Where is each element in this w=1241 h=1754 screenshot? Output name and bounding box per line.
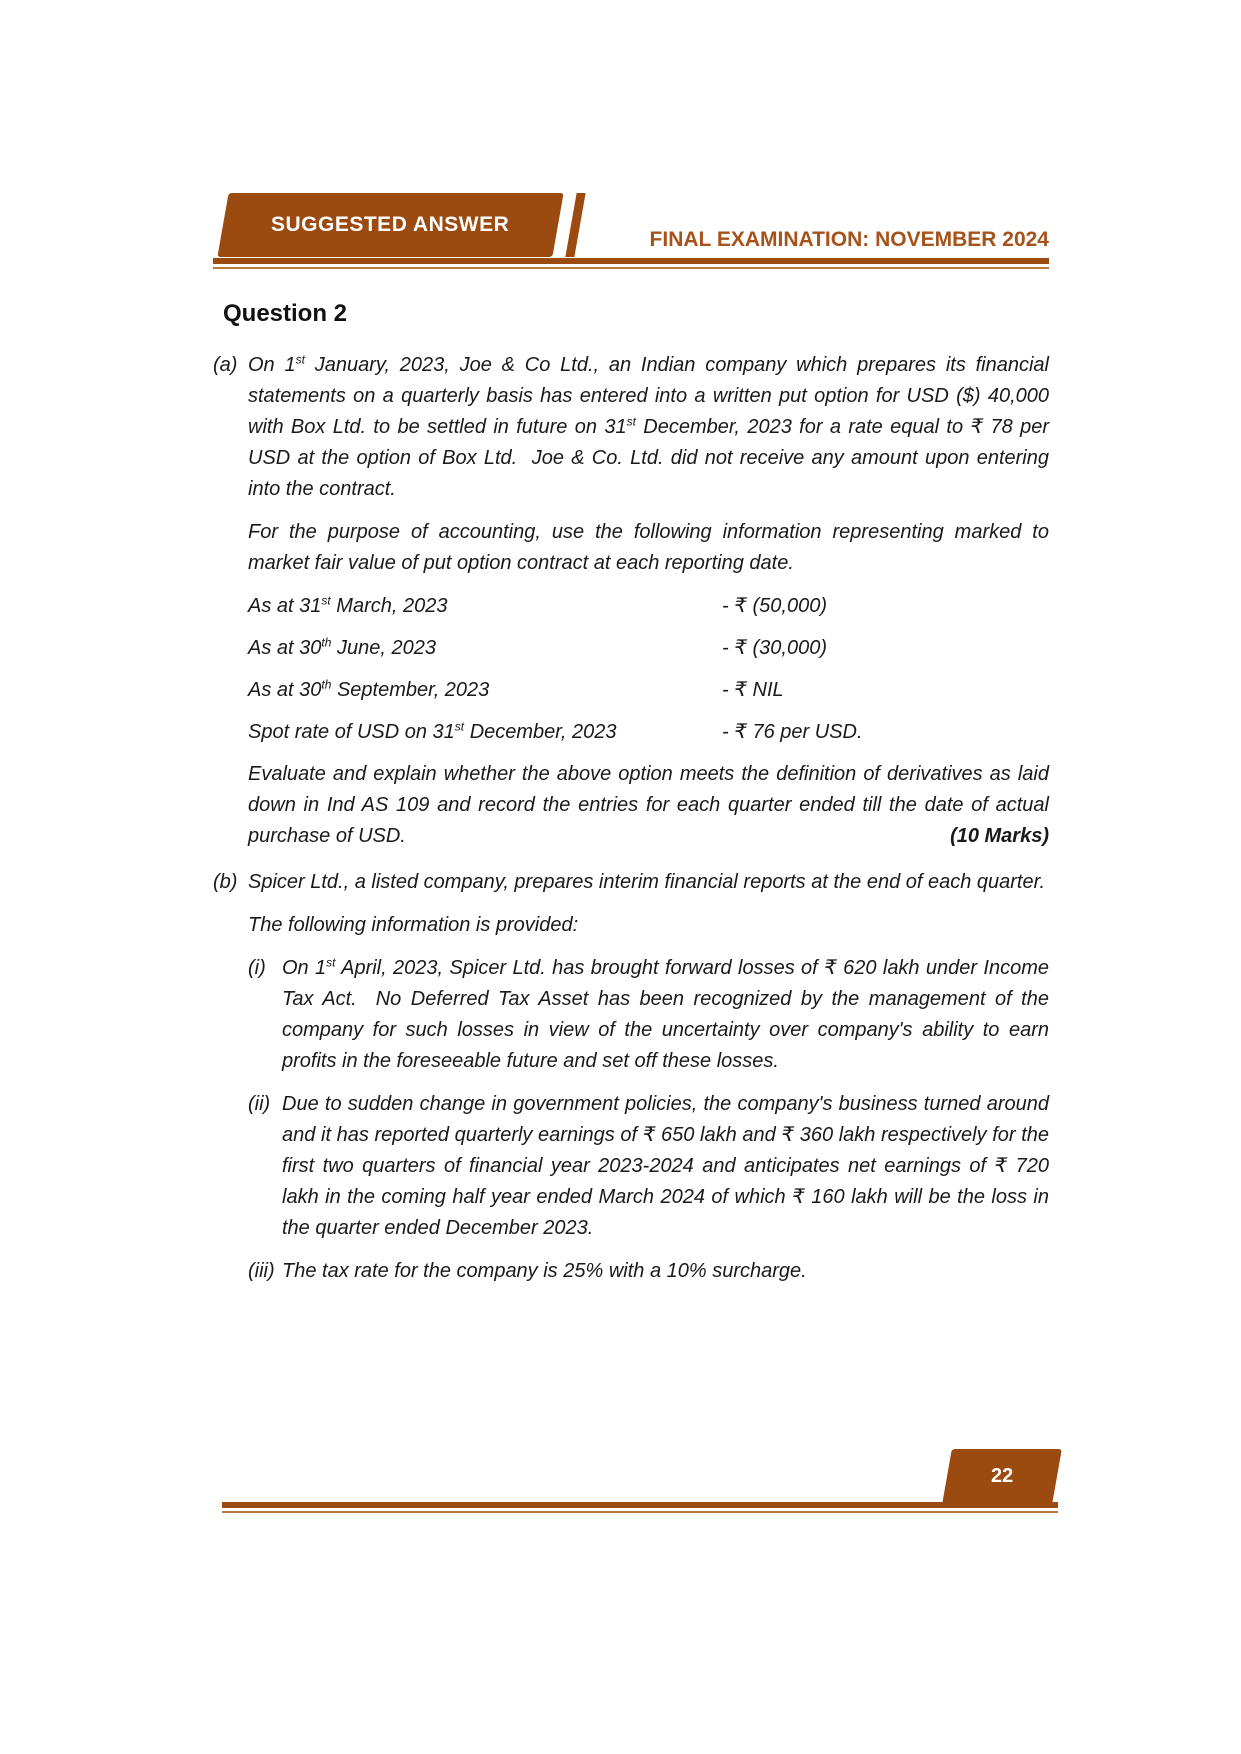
part-a-body (248, 350, 1049, 864)
fair-value-row (248, 633, 1049, 664)
part-a-requirement-text: Evaluate and explain whether the above option meets the definition of derivatives as laid down in Ind AS 109 and record the entries for each quarter ended till the date of actual purchase of USD. (248, 763, 1049, 847)
question-title: Question 2 (223, 300, 348, 327)
part-a-accounting-note: For the purpose of accounting, use the following information representing marked to market fair value of put option contract at each reporting date. (248, 521, 1049, 574)
fair-value-amount: - ₹ (50,000) (722, 595, 827, 617)
fair-value-list (248, 591, 1049, 748)
item-i-paragraph: On 1st April, 2023, Spicer Ltd. has brought forward losses of ₹ 620 lakh under Income Tax Act. No Deferred Tax Asset has been recognized by the management of the company for such losses in view of the uncertainty over company's ability to earn profits in the foreseeable future and set off these losses. (282, 955, 1050, 1072)
item-ii-paragraph: Due to sudden change in government policies, the company's business turned around and it has reported quarterly earnings of ₹ 650 lakh and ₹ 360 lakh respectively for the first two quarters of financial year 2023-2024 and anticipates net earnings of ₹ 720 lakh in the coming half year ended March 2024 of which ₹ 160 lakh will be the loss in the quarter ended December 2023. (282, 1093, 1049, 1239)
part-b-item-iii (248, 1256, 1049, 1287)
fair-value-date: As at 30th September, 2023 (248, 677, 490, 701)
exam-title: FINAL EXAMINATION: NOVEMBER 2024 (649, 228, 1049, 251)
item-ii-body (282, 1089, 1049, 1244)
footer-rule-thin (222, 1511, 1058, 1513)
fair-value-amount: - ₹ (30,000) (722, 637, 827, 659)
fair-value-row (248, 675, 1049, 706)
part-b-item-ii (248, 1089, 1049, 1244)
header-rule-thick (213, 258, 1049, 264)
fair-value-date: Spot rate of USD on 31st December, 2023 (248, 719, 617, 743)
part-a-label: (a) (213, 354, 238, 376)
part-a-requirement (248, 759, 1049, 852)
question-content (213, 300, 1049, 1299)
banner-accent-stripe (565, 193, 585, 257)
item-iii-label: (iii) (248, 1260, 275, 1282)
footer-rule-thick (222, 1502, 1058, 1508)
part-a-intro-paragraph: On 1st January, 2023, Joe & Co Ltd., an Indian company which prepares its financial statements on a quarterly basis has entered into a written put option for USD ($) 40,000 with Box Ltd. to be settled in future on 31st December, 2023 for a rate equal to ₹ 78 per USD at the option of Box Ltd. Joe & Co. Ltd. did not receive any amount upon entering into the contract. (248, 352, 1050, 500)
fair-value-amount: - ₹ NIL (722, 679, 784, 701)
suggested-answer-banner (217, 193, 563, 257)
marks-label: (10 Marks) (950, 825, 1049, 847)
part-b-label: (b) (213, 871, 238, 893)
question-part-a (213, 350, 1049, 864)
page-number: 22 (990, 1465, 1014, 1487)
item-iii-paragraph: The tax rate for the company is 25% with a 10% surcharge. (282, 1260, 807, 1282)
banner-label: SUGGESTED ANSWER (271, 213, 510, 236)
fair-value-date: As at 31st March, 2023 (248, 593, 448, 617)
fair-value-date: As at 30th June, 2023 (248, 635, 436, 659)
fair-value-row (248, 717, 1049, 748)
item-i-label: (i) (248, 957, 266, 979)
part-b-item-i (248, 953, 1049, 1077)
part-b-intro-paragraph: Spicer Ltd., a listed company, prepares interim financial reports at the end of each quarter. (248, 871, 1046, 893)
fair-value-row (248, 591, 1049, 622)
question-part-b (213, 867, 1049, 1299)
item-iii-body (282, 1256, 1049, 1287)
part-b-provided-heading: The following information is provided: (248, 914, 579, 936)
header-rule-thin (213, 267, 1049, 269)
fair-value-amount: - ₹ 76 per USD. (722, 721, 863, 743)
item-ii-label: (ii) (248, 1093, 271, 1115)
item-i-body (282, 953, 1049, 1077)
page-number-badge (942, 1449, 1062, 1504)
part-b-body (248, 867, 1049, 1299)
